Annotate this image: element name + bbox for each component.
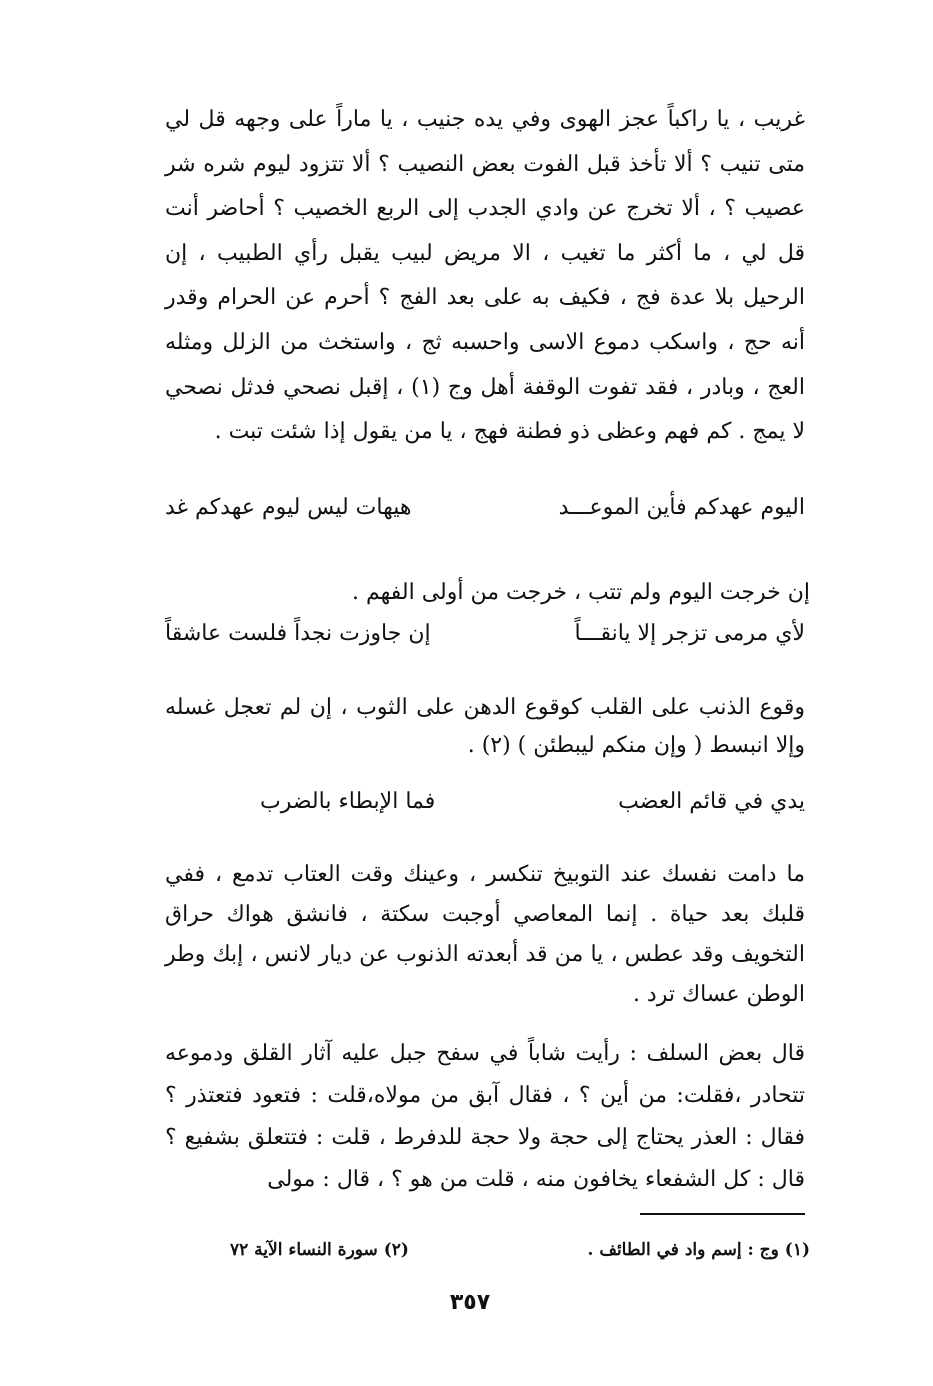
page-number: ٣٥٧ (449, 1290, 491, 1315)
verse-2 (165, 612, 805, 656)
paragraph-2: إن خرجت اليوم ولم تتب ، خرجت من أولى الفهم . (352, 580, 810, 605)
verse-1-second-hemistich: هيهات ليس ليوم عهدكم غد (165, 495, 412, 520)
paragraph-3: وقوع الذنب على القلب كوقوع الدهن على الثوب ، إن لم تعجل غسله وإلا انبسط ( وإن منكم ليبطئن ) (٢) . (165, 695, 805, 758)
paragraph-4: ما دامت نفسك عند التوبيخ تنكسر ، وعينك وقت العتاب تدمع ، ففي قلبك بعد حياة . إنما المعاصي أوجبت سكتة ، فانشق هواك حراق التخويف وقد عطس ، يا من قد أبعدته الذنوب عن ديار لانس ، إبك وطر الوطن عساك ترد . (165, 862, 805, 1007)
paragraph-1: غريب ، يا راكباً عجز الهوى وفي يده جنيب ، يا ماراً على وجهه قل لي متى تنيب ؟ ألا تأخذ قبل الفوت بعض النصيب ؟ ألا تتزود ليوم شره شر عصيب ؟ ، ألا تخرج عن وادي الجدب إلى الربع الخصيب ؟ أحاضر أنت قل لي ، ما أكثر ما تغيب ، الا مريض لبيب يقبل رأي الطبيب ، إن الرحيل بلا عدة فج ، فكيف به على بعد الفج ؟ أحرم عن الحرام وقدر أنه حج ، واسكب دموع الاسى واحسبه ثج ، واستخث من الزلل ومثله العج ، وبادر ، فقد تفوت الوقفة أهل وج (١) ، إقبل نصحي فدثل نصحي لا يمج . كم فهم وعظى ذو فطنة فهج ، يا من يقول إذا شئت تبت . (165, 107, 805, 445)
verse-2-second-hemistich: إن جاوزت نجداً فلست عاشقاً (165, 621, 431, 646)
footnotes (230, 1232, 810, 1268)
verse-3-second-hemistich: فما الإبطاء بالضرب (260, 789, 436, 814)
verse-2-first-hemistich: لأي مرمى تزجر إلا يانقـــاً (574, 621, 805, 646)
paragraph-5: قال بعض السلف : رأيت شاباً في سفح جبل عليه آثار القلق ودموعه تتحادر ،فقلت: من أين ؟ ، فقال آبق من مولاه،قلت : فتعود فتعتذر ؟ فقال : العذر يحتاج إلى حجة ولا حجة للدفرط ، قلت : فتتعلق بشفيع ؟ قال : كل الشفعاء يخافون منه ، قلت من هو ؟ ، قال : مولى (165, 1041, 805, 1192)
verse-3 (165, 780, 805, 824)
footnote-separator (640, 1213, 805, 1215)
footnote-2: (٢) سورة النساء الآية ٧٢ (230, 1240, 409, 1260)
footnote-1: (١) وج : إسم واد في الطائف . (587, 1240, 810, 1260)
verse-1 (165, 486, 805, 530)
verse-3-first-hemistich: يدي في قائم العضب (618, 789, 805, 814)
verse-1-first-hemistich: اليوم عهدكم فأين الموعـــد (558, 495, 805, 520)
